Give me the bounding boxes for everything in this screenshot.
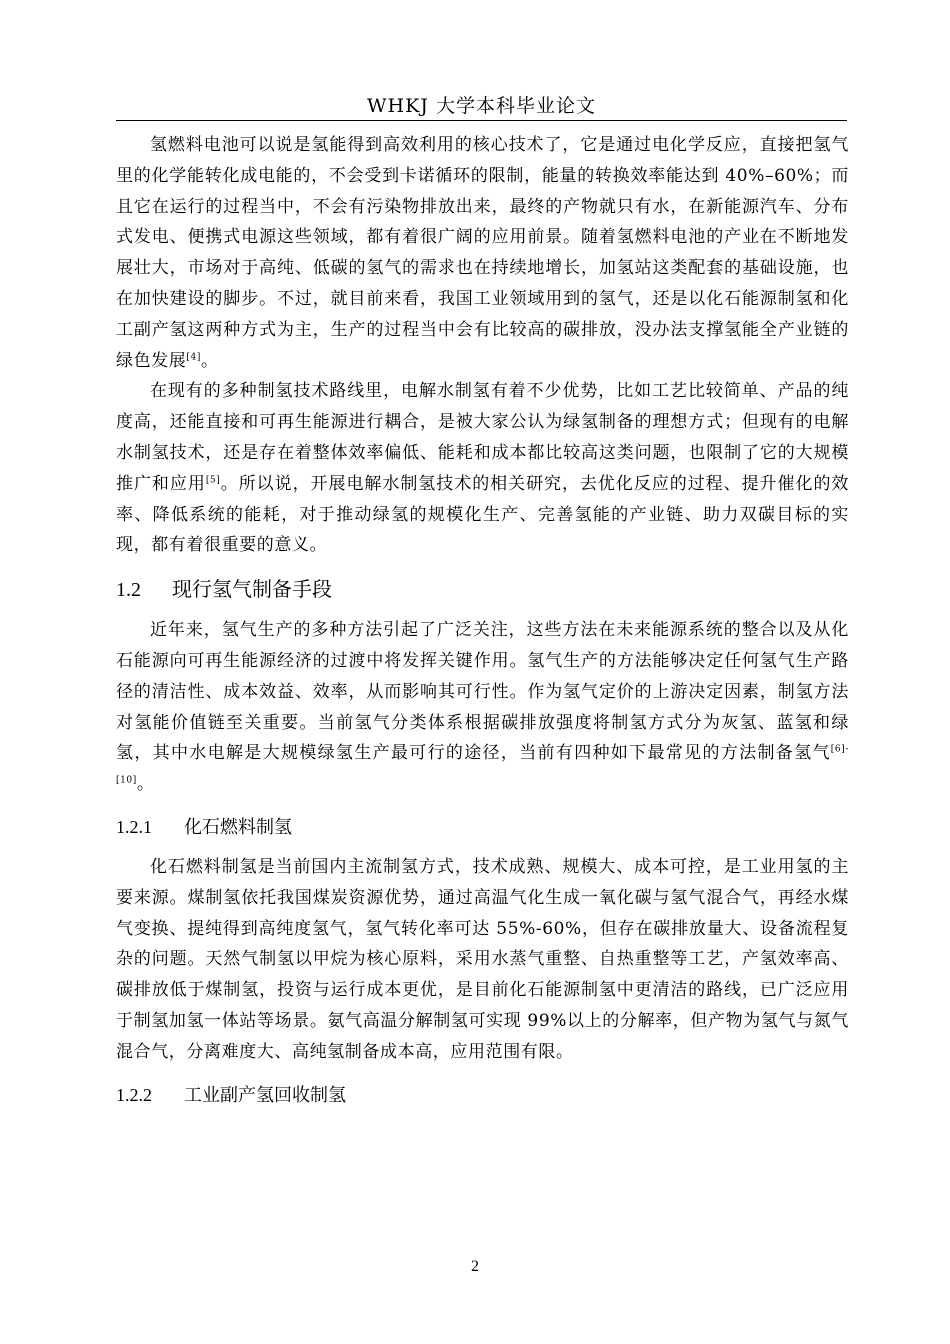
section-number: 1.2.2 (116, 1084, 152, 1105)
section-number: 1.2.1 (116, 816, 152, 837)
paragraph-text: 氢燃料电池可以说是氢能得到高效利用的核心技术了，它是通过电化学反应，直接把氢气里的化学能转化成电能的，不会受到卡诺循环的限制，能量的转换效率能达到 40%–60%；而且它在运行的过程当中，不会有污染物排放出来，最终的产物就只有水，在新能源汽车、分布式发电、便携式电源这些领域，都有着很广阔的应用前景。随着氢燃料电池的产业在不断地发展壮大，市场对于高纯、低碳的氢气的需求也在持续地增长，加氢站这类配套的基础设施，也在加快建设的脚步。不过，就目前来看，我国工业领域用到的氢气，还是以化石能源制氢和化工副产氢这两种方式为主，生产的过程当中会有比较高的碳排放，没办法支撑氢能全产业链的绿色发展 (116, 135, 849, 371)
paragraph-methods-overview (116, 615, 849, 800)
section-heading-1-2-2 (116, 1078, 849, 1112)
paragraph-end: 。 (136, 774, 155, 795)
section-heading-1-2-1 (116, 810, 849, 844)
section-number: 1.2 (116, 579, 141, 602)
paragraph-end: 。 (200, 350, 219, 371)
section-title: 化石燃料制氢 (184, 816, 292, 838)
document-body (116, 130, 849, 1120)
header-title: WHKJ 大学本科毕业论文 (367, 95, 596, 117)
citation-ref: [5] (205, 475, 221, 486)
paragraph-fuel-cell (116, 130, 849, 376)
section-heading-1-2 (116, 571, 849, 607)
page-number: 2 (471, 1258, 479, 1275)
citation-ref: [6]-[10] (116, 744, 849, 786)
paragraph-text: 近年来，氢气生产的多种方法引起了广泛关注，这些方法在未来能源系统的整合以及从化石能源向可再生能源经济的过渡中将发挥关键作用。氢气生产的方法能够决定任何氢气生产路径的清洁性、成本效益、效率，从而影响其可行性。作为氢气定价的上游决定因素，制氢方法对氢能价值链至关重要。当前氢气分类体系根据碳排放强度将制氢方式分为灰氢、蓝氢和绿氢，其中水电解是大规模绿氢生产最可行的途径，当前有四种如下最常见的方法制备氢气 (116, 620, 849, 764)
paragraph-fossil-fuel (116, 852, 849, 1068)
citation-ref: [4] (186, 351, 201, 362)
page-header (116, 92, 847, 121)
paragraph-electrolysis (116, 376, 849, 561)
section-title: 现行氢气制备手段 (172, 577, 332, 602)
paragraph-text: 。所以说，开展电解水制氢技术的相关研究，去优化反应的过程、提升催化的效率、降低系统的能耗，对于推动绿氢的规模化生产、完善氢能的产业链、助力双碳目标的实现，都有着很重要的意义。 (116, 473, 850, 556)
paragraph-text: 化石燃料制氢是当前国内主流制氢方式，技术成熟、规模大、成本可控，是工业用氢的主要来源。煤制氢依托我国煤炭资源优势，通过高温气化生成一氧化碳与氢气混合气，再经水煤气变换、提纯得到高纯度氢气，氢气转化率可达 55%-60%，但存在碳排放量大、设备流程复杂的问题。天然气制氢以甲烷为核心原料，采用水蒸气重整、自热重整等工艺，产氢效率高、碳排放低于煤制氢，投资与运行成本更优，是目前化石能源制氢中更清洁的路线，已广泛应用于制氢加氢一体站等场景。氨气高温分解制氢可实现 99%以上的分解率，但产物为氢气与氮气混合气，分离难度大、高纯氢制备成本高，应用范围有限。 (116, 856, 849, 1062)
section-title: 工业副产氢回收制氢 (184, 1084, 346, 1106)
paragraph-text: 在现有的多种制氢技术路线里，电解水制氢有着不少优势，比如工艺比较简单、产品的纯度高，还能直接和可再生能源进行耦合，是被大家公认为绿氢制备的理想方式；但现有的电解水制氢技术，还是存在着整体效率偏低、能耗和成本都比较高这类问题，也限制了它的大规模推广和应用 (116, 381, 849, 494)
